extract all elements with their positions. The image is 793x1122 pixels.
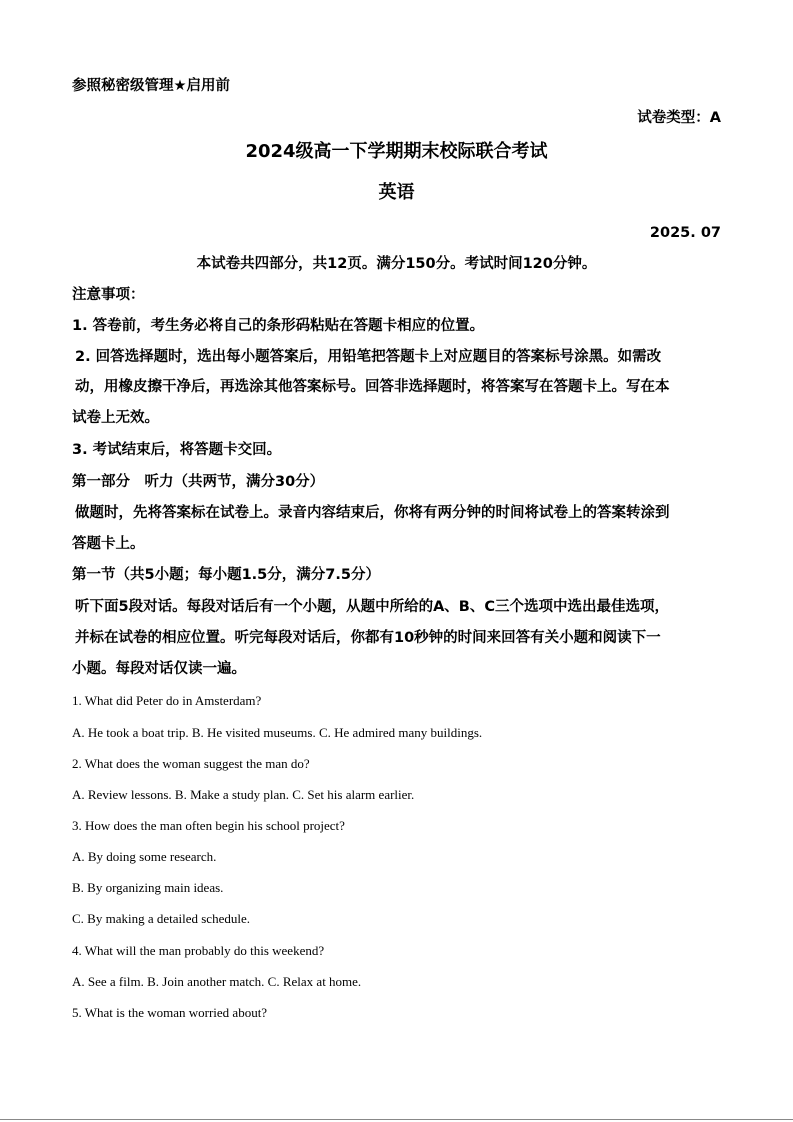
question-3-option-b: B. By organizing main ideas.: [72, 880, 224, 895]
paper-type-label: 试卷类型：A: [637, 110, 721, 126]
exam-title: 2024级高一下学期期末校际联合考试: [245, 141, 548, 162]
question-4: 4. What will the man probably do this weekend?: [72, 943, 325, 958]
part-1-instruction-line-2: 答题卡上。: [72, 536, 145, 552]
part-1-instruction-line-1: 做题时，先将答案标在试卷上。录音内容结束后，你将有两分钟的时间将试卷上的答案转涂到: [75, 505, 670, 521]
question-5: 5. What is the woman worried about?: [72, 1005, 268, 1020]
section-1-instruction-line-1: 听下面5段对话。每段对话后有一个小题，从题中所给的A、B、C三个选项中选出最佳选项，: [75, 599, 670, 615]
question-3-option-a: A. By doing some research.: [72, 849, 217, 864]
question-3: 3. How does the man often begin his school project?: [72, 818, 345, 833]
part-1-heading: 第一部分 听力（共两节，满分30分）: [72, 474, 325, 490]
section-1-heading: 第一节（共5小题；每小题1.5分，满分7.5分）: [72, 567, 380, 583]
question-1-options: A. He took a boat trip. B. He visited museums. C. He admired many buildings.: [72, 725, 483, 740]
exam-summary: 本试卷共四部分，共12页。满分150分。考试时间120分钟。: [196, 256, 597, 272]
notes-heading: 注意事项：: [72, 287, 145, 303]
note-2-line-3: 试卷上无效。: [72, 410, 159, 426]
page-bottom-rule: [0, 1119, 793, 1120]
secrecy-label: 参照秘密级管理★启用前: [72, 78, 230, 94]
question-3-option-c: C. By making a detailed schedule.: [72, 911, 250, 926]
question-1: 1. What did Peter do in Amsterdam?: [72, 693, 262, 708]
question-2: 2. What does the woman suggest the man do?: [72, 756, 310, 771]
subject-title: 英语: [378, 182, 415, 203]
note-3: 3. 考试结束后，将答题卡交回。: [72, 442, 282, 458]
note-2-line-2: 动，用橡皮擦干净后，再选涂其他答案标号。回答非选择题时，将答案写在答题卡上。写在本: [75, 379, 670, 395]
section-1-instruction-line-2: 并标在试卷的相应位置。听完每段对话后，你都有10秒钟的时间来回答有关小题和阅读下一: [75, 630, 661, 646]
note-2-line-1: 2. 回答选择题时，选出每小题答案后，用铅笔把答题卡上对应题目的答案标号涂黑。如需改: [75, 349, 662, 365]
exam-date: 2025. 07: [649, 225, 721, 241]
question-2-options: A. Review lessons. B. Make a study plan. C. Set his alarm earlier.: [72, 787, 415, 802]
section-1-instruction-line-3: 小题。每段对话仅读一遍。: [72, 661, 246, 677]
note-1: 1. 答卷前，考生务必将自己的条形码粘贴在答题卡相应的位置。: [72, 318, 485, 334]
question-4-options: A. See a film. B. Join another match. C. Relax at home.: [72, 974, 362, 989]
